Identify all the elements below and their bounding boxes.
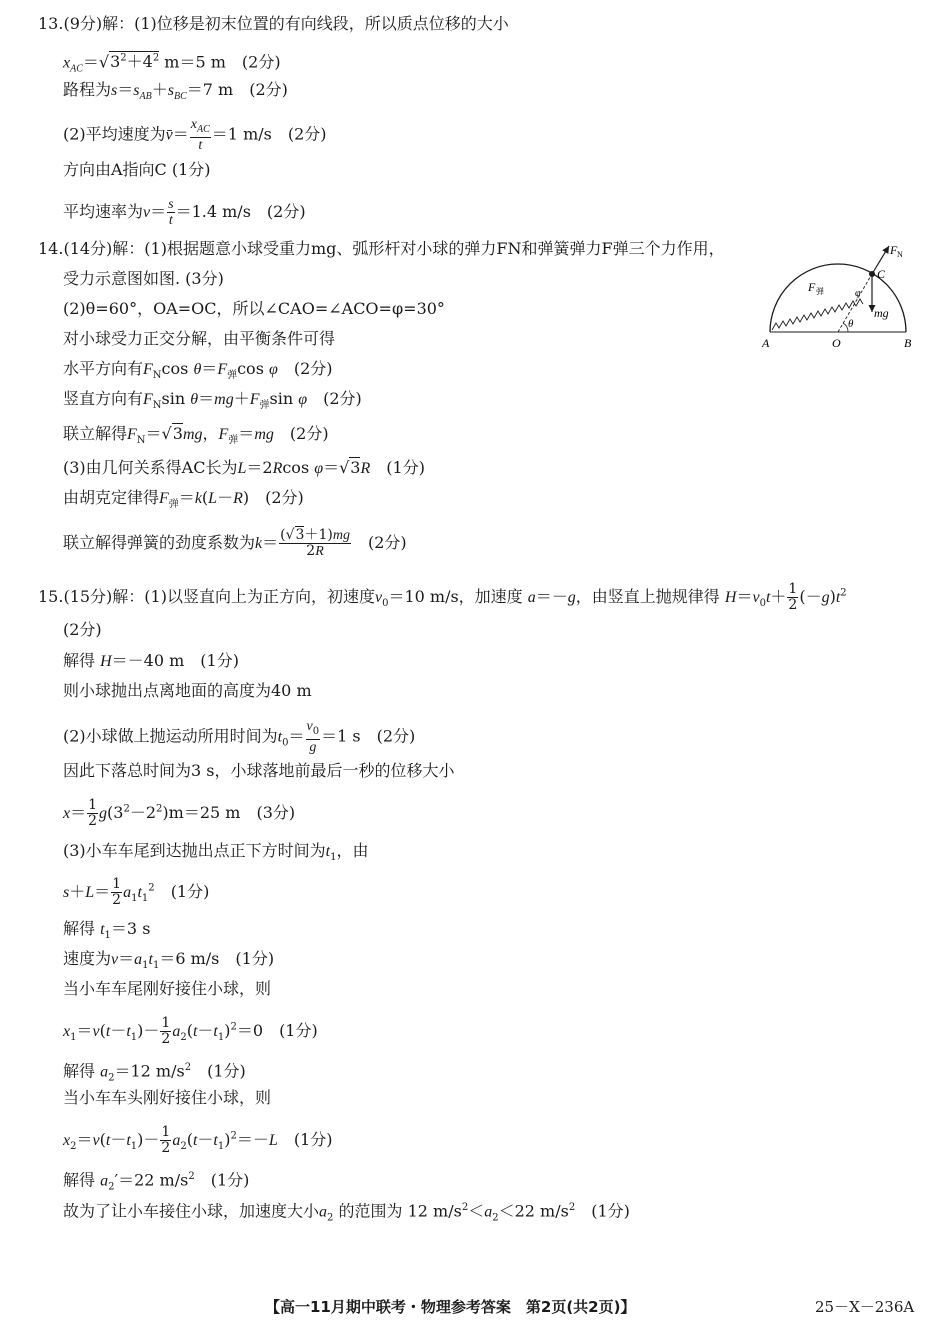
q14-spring-constant: 联立解得弹簧的劲度系数为k＝ $\frac{(√3+1)mg}{2R}$ (2分) bbox=[63, 527, 407, 559]
q15-x2-eq: $x_2=v(t-t_1)-$ $\frac{1}{2}$ $a_2(t-t_1)^2=-L$ (1分) bbox=[63, 1124, 333, 1156]
q13-displacement-formula: $x_{AC}=√3^2+4^2$ m＝5 m (2分) bbox=[63, 52, 281, 75]
q14-horizontal-eq: 水平方向有$F_N\cos$ $\theta=F_弹\cos$ φ (2分) bbox=[63, 359, 333, 382]
q15-last-second: x＝ $\frac{1}{2}$ $g(3^2-2^2)m=25$ m (3分) bbox=[63, 797, 296, 829]
force-diagram bbox=[758, 238, 920, 350]
q13-header: 13.(9分)解：(1)位移是初末位置的有向线段，所以质点位移的大小 bbox=[38, 14, 509, 33]
q14-vertical-eq: 竖直方向有$F_N\sin$ $\theta=mg+F_弹\sin$ φ (2分) bbox=[63, 389, 362, 412]
q15-t1: 解得 $t_1=3$ s bbox=[63, 919, 151, 942]
q15-part3: (3)小车车尾到达抛出点正下方时间为$t_1$，由 bbox=[63, 841, 369, 864]
q15-solve-h: 解得 H＝－40 m (1分) bbox=[63, 651, 239, 670]
label-phi: φ bbox=[855, 288, 861, 299]
q13-average-velocity: (2)平均速度为v̄＝ $\frac{x_{AC}}{t}$ ＝1 m/s (2分) bbox=[63, 117, 327, 153]
label-theta: θ bbox=[848, 318, 854, 330]
label-a: A bbox=[762, 336, 770, 350]
label-o: O bbox=[832, 336, 841, 350]
q14-length-ac: (3)由几何关系得AC长为L＝2Rcos φ＝√3R (1分) bbox=[63, 458, 425, 477]
q14-line3: 对小球受力正交分解，由平衡条件可得 bbox=[63, 329, 336, 348]
q13-path-length: 路程为$s=s_{AB}+s_{BC}=7$ m (2分) bbox=[63, 80, 288, 103]
q14-solution-forces: 联立解得$F_N=√3mg$，$F_弹=mg$ (2分) bbox=[63, 424, 329, 447]
page-footer: 【高一11月期中联考・物理参考答案 第2页(共2页)】 bbox=[265, 1298, 636, 1316]
label-fn: F bbox=[890, 243, 898, 257]
q15-conclusion: 故为了让小车接住小球，加速度大小$a_2$ 的范围为 12 $m/s^2<a_2<22$ $m/s^2$ (1分) bbox=[63, 1201, 630, 1224]
label-fspring: F bbox=[808, 280, 816, 294]
q15-a2: 解得 $a_2=12$ $m/s^2$ (1分) bbox=[63, 1061, 246, 1084]
q14-line1: 受力示意图如图. (3分) bbox=[63, 269, 224, 288]
q15-tail-catch: 当小车车尾刚好接住小球，则 bbox=[63, 979, 272, 998]
q15-score0: (2分) bbox=[63, 620, 102, 639]
q15-car-eq: s＋L＝ $\frac{1}{2}$ $a_1t_1^2$ (1分) bbox=[63, 876, 210, 908]
q14-header: 14.(14分)解：(1)根据题意小球受重力mg、弧形杆对小球的弹力FN和弹簧弹力F弹三个力作用， bbox=[38, 239, 725, 258]
label-mg: mg bbox=[874, 306, 889, 320]
q13-direction: 方向由A指向C (1分) bbox=[63, 160, 211, 179]
label-b: B bbox=[904, 336, 912, 350]
q15-head-catch: 当小车车头刚好接住小球，则 bbox=[63, 1088, 272, 1107]
q15-fall-time: 因此下落总时间为3 s，小球落地前最后一秒的位移大小 bbox=[63, 761, 455, 780]
q15-x1-eq: $x_1=v(t-t_1)-$ $\frac{1}{2}$ $a_2(t-t_1)^2=0$ (1分) bbox=[63, 1015, 318, 1047]
doc-code: 25－X－236A bbox=[815, 1298, 915, 1316]
label-fspring-sub: 弹 bbox=[816, 287, 824, 296]
q15-a2-prime: 解得 $a_2'=22$ $m/s^2$ (1分) bbox=[63, 1170, 250, 1193]
label-fn-sub: N bbox=[897, 250, 903, 259]
q15-header: 15.(15分)解：(1)以竖直向上为正方向，初速度$v_0=10$ m/s，加速度 a＝－g，由竖直上抛规律得 $H=v_0t+$ $\frac{1}{2}$ $(-g)t^2$ bbox=[38, 581, 847, 613]
q15-velocity: 速度为$v=a_1t_1=6$ m/s (1分) bbox=[63, 949, 275, 972]
q15-height: 则小球抛出点离地面的高度为40 m bbox=[63, 681, 312, 700]
q14-hooke-law: 由胡克定律得$F_弹=k(L-R)$ (2分) bbox=[63, 488, 304, 511]
label-c: C bbox=[877, 267, 886, 281]
q14-line2: (2)θ=60°，OA=OC，所以∠CAO=∠ACO=φ=30° bbox=[63, 299, 445, 318]
q15-rise-time: (2)小球做上抛运动所用时间为$t_0=$ $\frac{v_0}{g}$ ＝1 s (2分) bbox=[63, 719, 416, 755]
semicircle-rod bbox=[770, 264, 906, 332]
q13-average-speed: 平均速率为v＝ $\frac{s}{t}$ ＝1.4 m/s (2分) bbox=[63, 197, 306, 228]
